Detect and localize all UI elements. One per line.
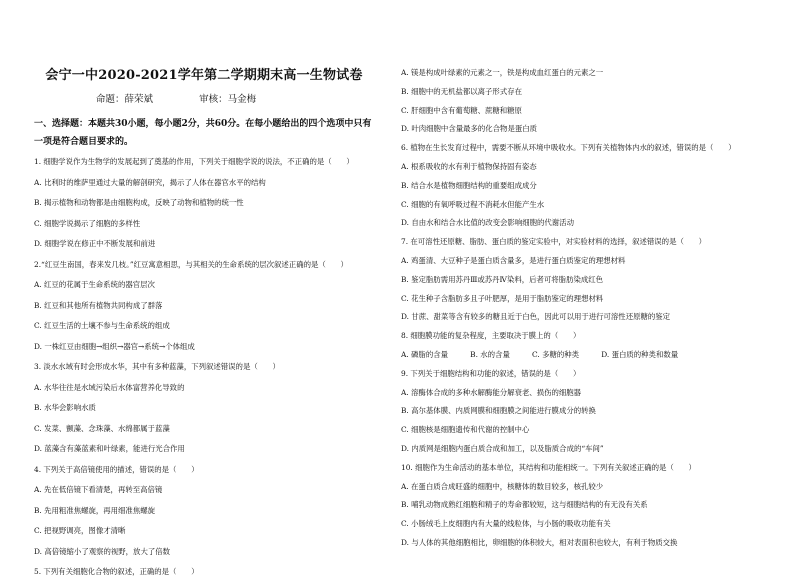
question-line: A. 先在低倍镜下看清楚，再转至高倍镜 (34, 485, 163, 494)
question-line: B. 细胞中的无机盐都以离子形式存在 (401, 86, 522, 96)
question-line: D. 一株红豆由细胞→组织→器官→系统→个体组成 (34, 341, 195, 351)
question-line: A. 鸡蛋清、大豆种子是蛋白质含量多，是进行蛋白质鉴定的理想材料 (401, 255, 626, 265)
question-line: D. 甘蔗、甜菜等含有较多的糖且近于白色，因此可以用于进行可溶性还原糖的鉴定 (401, 312, 671, 322)
question-line: D. 自由水和结合水比值的改变会影响细胞的代谢活动 (401, 218, 574, 228)
question-line: A. 溶酶体合成的多种水解酶能分解衰老、损伤的细胞器 (401, 387, 582, 397)
question-line: D. 与人体的其他细胞相比，卵细胞的体积较大，相对表面积也较大，有利于物质交换 (401, 537, 678, 547)
author-label: 命题： (96, 94, 125, 105)
right-column (401, 68, 763, 557)
question-line: D. 高倍镜缩小了观察的视野，放大了倍数 (34, 546, 171, 556)
question-line: B. 水华会影响水质 (34, 403, 96, 412)
question-line: A. 磷脂的含量 B. 水的含量 C. 多糖的种类 D. 蛋白质的种类和数量 (401, 349, 679, 359)
authors-line (96, 91, 374, 105)
question-line: 5. 下列有关细胞化合物的叙述，正确的是（ ） (34, 567, 199, 576)
question-line: B. 哺乳动物成熟红细胞和精子的寿命都较短，这与细胞结构的有无没有关系 (401, 500, 648, 510)
question-line: C. 发菜、颤藻、念珠藻、水绵都属于蓝藻 (34, 423, 170, 433)
question-line: C. 细胞学说揭示了细胞的多样性 (34, 218, 141, 228)
question-line: C. 细胞核是细胞遗传和代谢的控制中心 (401, 425, 530, 435)
reviewer-name: 马金梅 (227, 94, 257, 105)
question-line: 7. 在可溶性还原糖、脂肪、蛋白质的鉴定实验中，对实验材料的选择，叙述错误的是（ ） (401, 237, 707, 247)
question-line: C. 小肠绒毛上皮细胞内有大量的线粒体，与小肠的吸收功能有关 (401, 519, 611, 529)
question-line: C. 细胞的有氧呼吸过程不消耗水但能产生水 (401, 199, 545, 209)
question-line: 9. 下列关于细胞结构和功能的叙述，错误的是（ ） (401, 368, 581, 378)
question-line: A. 比利时的维萨里通过大量的解剖研究，揭示了人体在器官水平的结构 (34, 177, 266, 187)
left-column (34, 64, 374, 588)
question-line: D. 内质网是细胞内蛋白质合成和加工，以及脂质合成的“车间” (401, 443, 604, 453)
question-line: D. 细胞学说在修正中不断发展和前进 (34, 239, 156, 248)
question-line: A. 水华往往是水域污染后水体富营养化导致的 (34, 382, 185, 392)
exam-title: 会宁一中2020-2021学年第二学期期末高一生物试卷 (45, 68, 363, 83)
question-line: C. 把视野调亮，图像才清晰 (34, 526, 126, 535)
question-line: 10. 细胞作为生命活动的基本单位，其结构和功能相统一。下列有关叙述正确的是（ ） (401, 462, 696, 472)
section-heading: 一、选择题：本题共30小题，每小题2分，共60分。在每小题给出的四个选项中只有一项是符合题目要求的。 (34, 119, 372, 147)
question-line: A. 根系吸收的水有利于植物保持固有姿态 (401, 161, 537, 171)
question-line: B. 红豆和其他所有植物共同构成了群落 (34, 300, 163, 310)
question-line: B. 先用粗准焦螺旋，再用细准焦螺旋 (34, 505, 155, 515)
question-line: A. 红豆的花属于生命系统的器官层次 (34, 280, 155, 289)
question-line: B. 鉴定脂肪需用苏丹Ⅲ或苏丹Ⅳ染料，后者可将脂肪染成红色 (401, 274, 604, 284)
question-line: A. 镁是构成叶绿素的元素之一，铁是构成血红蛋白的元素之一 (401, 68, 604, 77)
question-line: C. 肝细胞中含有葡萄糖、蔗糖和糖原 (401, 105, 522, 115)
reviewer-label: 审核： (199, 94, 228, 105)
question-line: 8. 细胞膜功能的复杂程度，主要取决于膜上的（ ） (401, 331, 581, 341)
question-line: B. 高尔基体膜、内质网膜和细胞膜之间能进行膜成分的转换 (401, 406, 596, 416)
author-name: 薛荣斌 (124, 94, 154, 105)
question-line: 3. 淡水水域有时会形成水华，其中有多种蓝藻，下列叙述错误的是（ ） (34, 362, 280, 371)
question-line: 4. 下列关于高倍镜使用的描述，错误的是（ ） (34, 464, 199, 474)
question-line: D. 叶肉细胞中含量最多的化合物是蛋白质 (401, 124, 538, 134)
question-line: C. 花生种子含脂肪多且子叶肥厚，是用于脂肪鉴定的理想材料 (401, 293, 604, 303)
question-line: 1. 细胞学说作为生物学的发展起到了奠基的作用，下列关于细胞学说的说法，不正确的是（ ） (34, 157, 354, 166)
question-line: C. 红豆生活的土壤不参与生命系统的组成 (34, 321, 170, 330)
question-line: B. 揭示植物和动物都是由细胞构成，反映了动物和植物的统一性 (34, 198, 244, 207)
question-line: A. 在蛋白质合成旺盛的细胞中，核糖体的数目较多，核孔较少 (401, 481, 604, 491)
question-line: B. 结合水是植物细胞结构的重要组成成分 (401, 180, 537, 190)
question-line: D. 蓝藻含有藻蓝素和叶绿素，能进行光合作用 (34, 444, 185, 453)
question-line: 6. 植物在生长发育过程中，需要不断从环境中吸收水。下列有关植物体内水的叙述，错误的是（ ） (401, 143, 736, 153)
question-line: 2.“红豆生南国，春来发几枝。”红豆寓意相思，与其相关的生命系统的层次叙述正确的是（ ） (34, 259, 348, 269)
